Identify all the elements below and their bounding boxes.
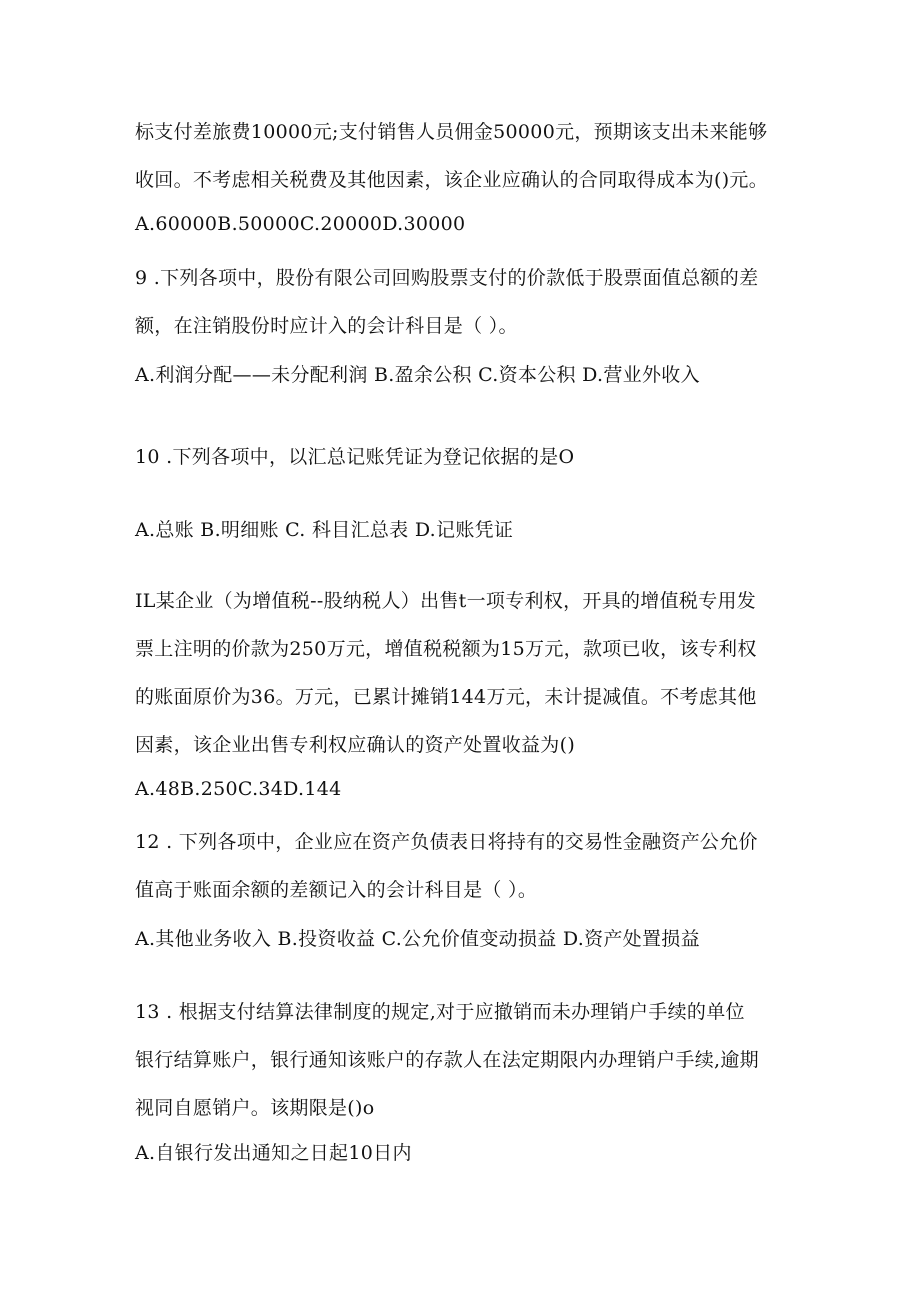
text-line: 值高于账面余额的差额记入的会计科目是（ ）。 [135,879,538,901]
text-line: 额，在注销股份时应计入的会计科目是（ ）。 [135,315,518,337]
question-12: 12 . 下列各项中，企业应在资产负债表日将持有的交易性金融资产公允价 [135,831,758,853]
answer-options: A.自银行发出通知之日起10日内 [135,1142,412,1164]
text-line: 因素，该企业出售专利权应确认的资产处置收益为() [135,734,576,756]
answer-options: A.60000B.50000C.20000D.30000 [135,213,466,235]
question-9: 9 .下列各项中，股份有限公司回购股票支付的价款低于股票面值总额的差 [135,267,759,289]
answer-options: A.利润分配——未分配利润 B.盈余公积 C.资本公积 D.营业外收入 [135,364,700,386]
question-13: 13 . 根据支付结算法律制度的规定,对于应撤销而未办理销户手续的单位 [135,1001,745,1023]
text-line: 票上注明的价款为250万元，增值税税额为15万元，款项已收，该专利权 [135,638,757,660]
text-line: 银行结算账户，银行通知该账户的存款人在法定期限内办理销户手续,逾期 [135,1049,759,1071]
text-line: 视同自愿销户。该期限是()o [135,1097,375,1119]
question-11: IL某企业（为增值税--股纳税人）出售t一项专利权，开具的增值税专用发 [135,590,757,612]
text-line: 收回。不考虑相关税费及其他因素，该企业应确认的合同取得成本为()元。 [135,169,769,191]
answer-options: A.总账 B.明细账 C. 科目汇总表 D.记账凭证 [135,519,514,541]
answer-options: A.其他业务收入 B.投资收益 C.公允价值变动损益 D.资产处置损益 [135,928,700,950]
question-10: 10 .下列各项中，以汇总记账凭证为登记依据的是O [135,446,575,468]
text-line: 的账面原价为36。万元，已累计摊销144万元，未计提减值。不考虑其他 [135,686,757,708]
text-line: 标支付差旅费10000元;支付销售人员佣金50000元，预期该支出未来能够 [135,121,768,143]
answer-options: A.48B.250C.34D.144 [135,778,342,800]
